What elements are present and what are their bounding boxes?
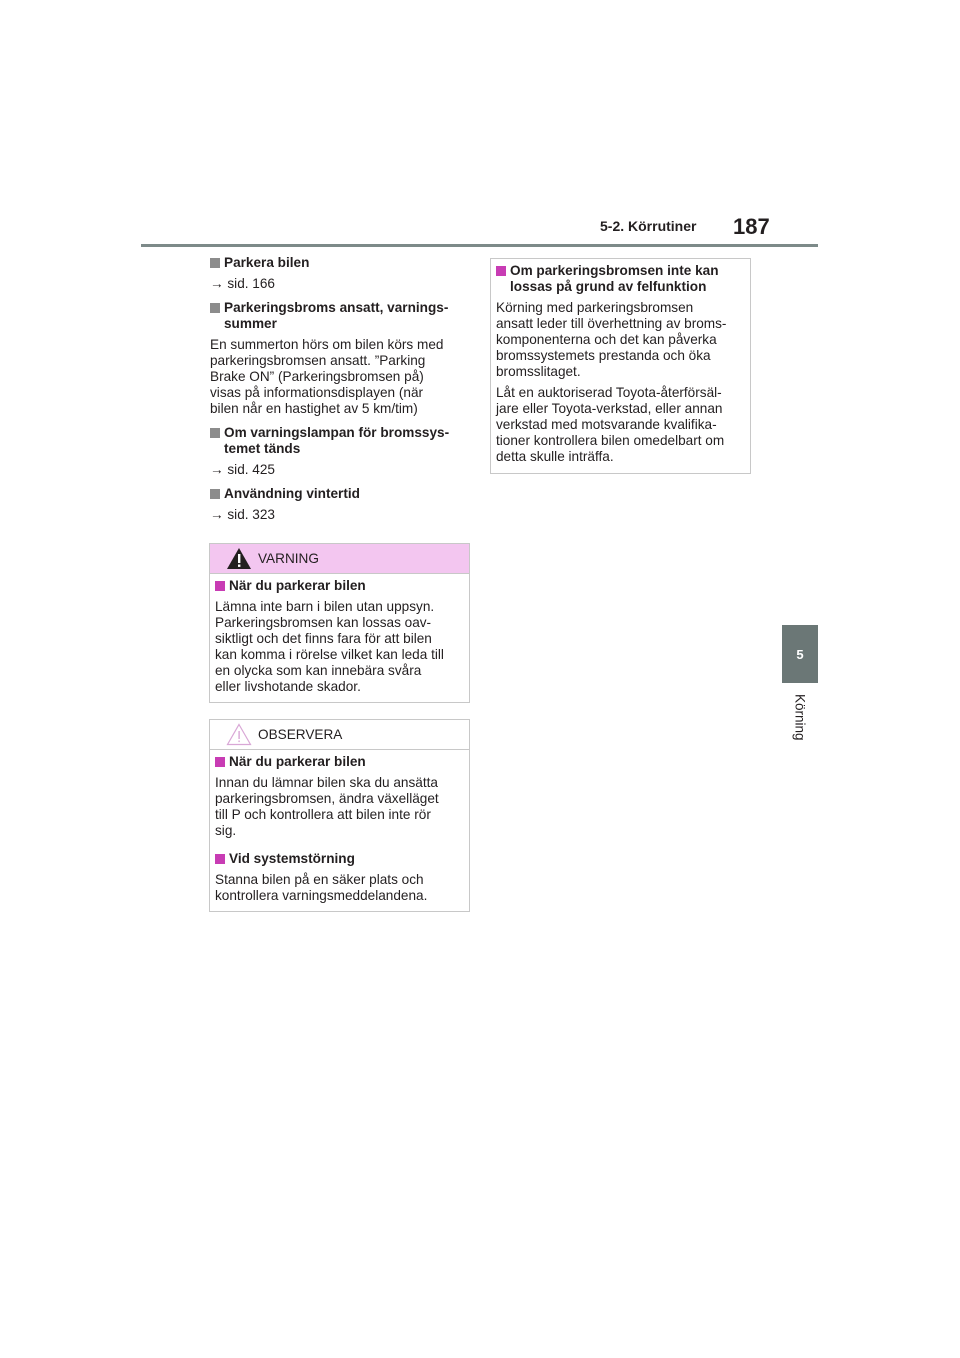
warning-triangle-icon — [226, 547, 252, 570]
right-info-box — [490, 258, 751, 474]
notice-box-header — [210, 720, 469, 750]
heading-parkera-bilen: Parkera bilen — [210, 255, 468, 271]
section-title: 5-2. Körrutiner — [600, 218, 697, 234]
left-column — [210, 255, 468, 523]
right-text-2: Låt en auktoriserad Toyota-återförsäl- jare eller Toyota-verkstad, eller annan verkstad med motsvarande kvalifika- tioner kontrollera bilen omedelbart om detta skulle inträffa. — [496, 385, 725, 464]
reference-link[interactable]: → sid. 425 — [210, 462, 275, 477]
warning-box-header — [210, 544, 469, 574]
chapter-label-text: Körning — [792, 694, 808, 741]
notice-text-parkering: Innan du lämnar bilen ska du ansätta parkeringsbromsen, ändra växelläget till P och kontrollera att bilen inte rör sig. — [215, 775, 439, 838]
heading-vintertid: Användning vintertid — [210, 486, 468, 502]
chapter-number: 5 — [796, 646, 804, 662]
notice-heading-systemstorning: Vid systemstörning — [215, 851, 463, 867]
chapter-label — [780, 694, 820, 754]
right-heading: Om parkeringsbromsen inte kan lossas på grund av felfunktion — [496, 263, 744, 295]
notice-heading-parkering: När du parkerar bilen — [215, 754, 463, 770]
warning-title: VARNING — [258, 551, 319, 566]
heading-parkeringsbroms-ansatt: Parkeringsbroms ansatt, varnings- summer — [210, 300, 468, 332]
reference-link[interactable]: → sid. 323 — [210, 507, 275, 522]
page-number: 187 — [733, 214, 770, 239]
right-text-1: Körning med parkeringsbromsen ansatt leder till överhettning av broms- komponenterna och det kan påverka bromssystemets prestanda och öka bromsslitaget. — [496, 300, 727, 379]
chapter-tab — [782, 625, 818, 683]
notice-title: OBSERVERA — [258, 727, 343, 742]
header-rule — [141, 244, 818, 247]
reference-link[interactable]: → sid. 166 — [210, 276, 275, 291]
caution-triangle-outline-icon — [226, 723, 252, 746]
notice-text-systemstorning: Stanna bilen på en säker plats och kontrollera varningsmeddelandena. — [215, 872, 428, 903]
notice-box — [209, 719, 470, 912]
paragraph-summerton: En summerton hörs om bilen körs med parkeringsbromsen ansatt. ”Parking Brake ON” (Parkeringsbromsen på) visas på informationsdisplayen (när bilen når en hastighet av 5 km/tim) — [210, 337, 444, 416]
warning-text: Lämna inte barn i bilen utan uppsyn. Parkeringsbromsen kan lossas oav- siktligt och det finns fara för att bilen kan komma i rörelse vilket kan leda till en olycka som kan innebära svåra eller livshotande skador. — [215, 599, 444, 694]
warning-heading: När du parkerar bilen — [215, 578, 463, 594]
heading-varningslampa: Om varningslampan för bromssys- temet tänds — [210, 425, 468, 457]
warning-box — [209, 543, 470, 703]
